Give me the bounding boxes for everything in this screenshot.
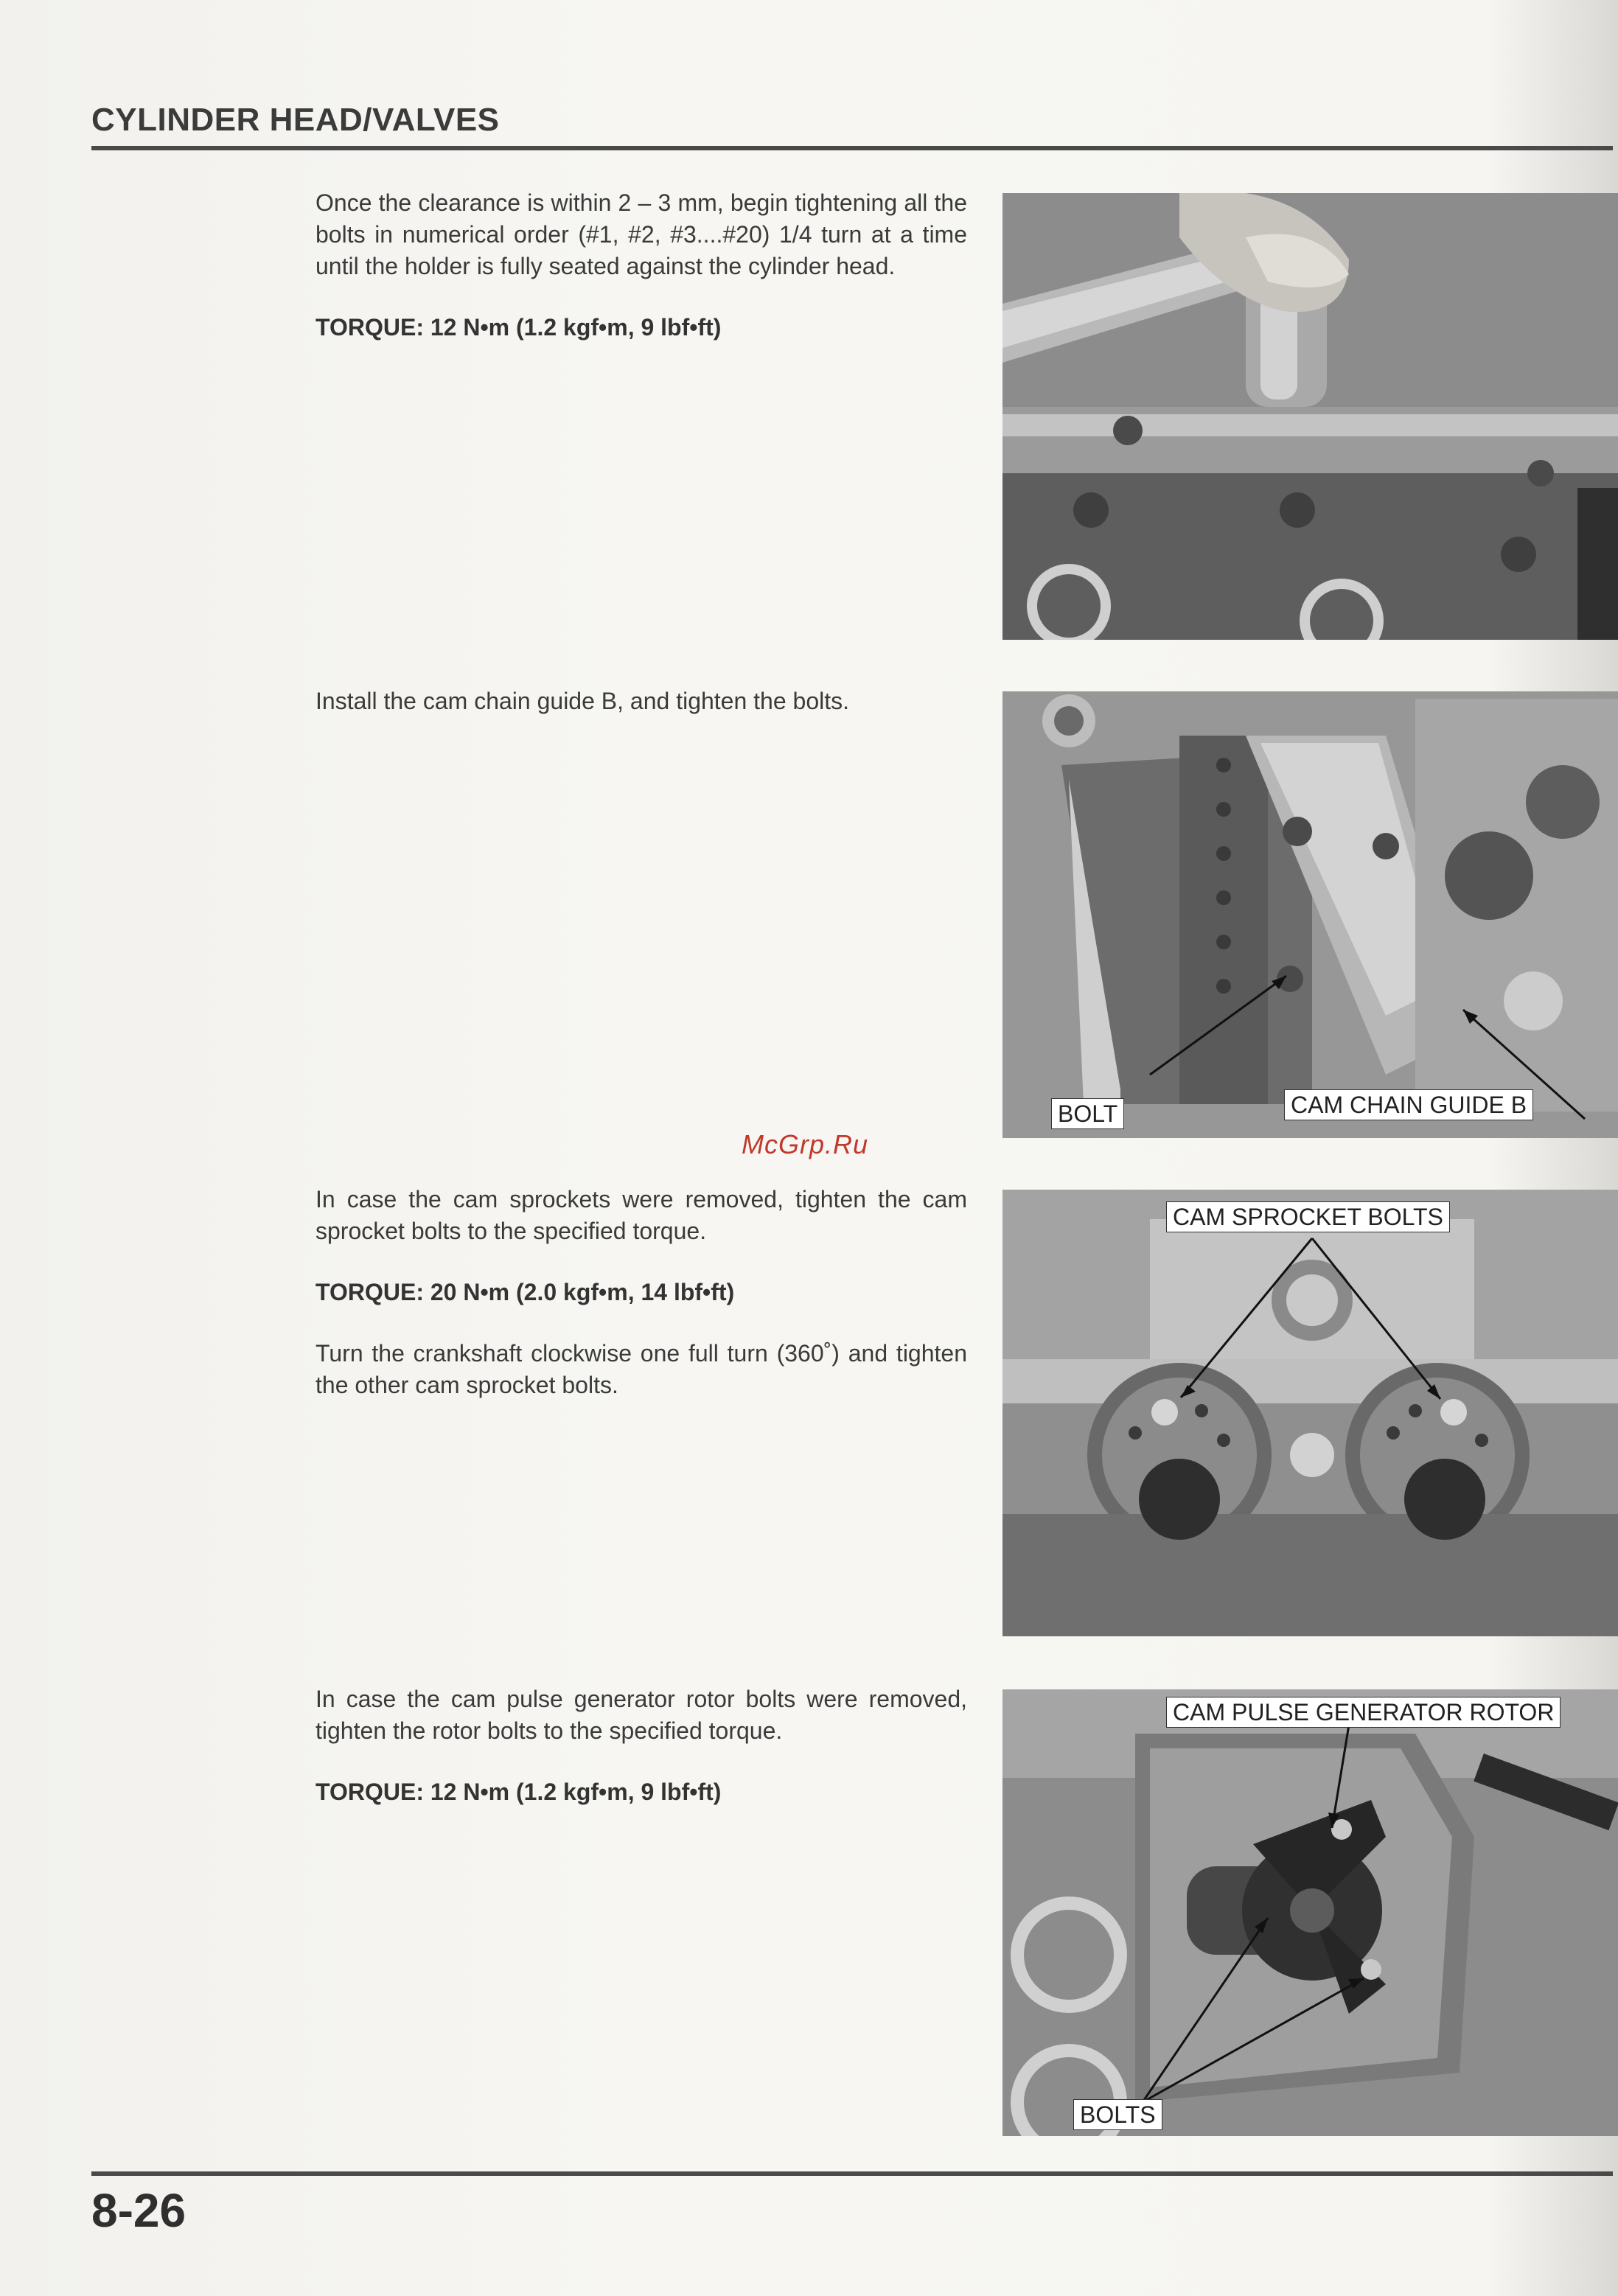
section-3-text [315,1184,967,1431]
label-cam-chain-guide-b: CAM CHAIN GUIDE B [1284,1089,1533,1120]
page-title: CYLINDER HEAD/VALVES [91,102,500,138]
photo-cam-chain-guide-illustration [1002,691,1618,1138]
section-1-torque: TORQUE: 12 N•m (1.2 kgf•m, 9 lbf•ft) [315,314,722,341]
photo-cam-pulse-generator-rotor-illustration [1002,1689,1618,2136]
section-1-paragraph: Once the clearance is within 2 – 3 mm, begin tightening all the bolts in numerical order (#1, #2, #3....#20) 1/4 turn at a time until the holder is fully seated against the cylinder head. [315,189,967,279]
page-number: 8-26 [91,2184,186,2237]
header-divider [91,146,1613,150]
section-4-text [315,1683,967,1838]
photo-cam-pulse-generator-rotor [1002,1689,1618,2136]
watermark: McGrp.Ru [742,1129,869,1159]
label-cam-pulse-generator-rotor: CAM PULSE GENERATOR ROTOR [1166,1697,1561,1728]
photo-cam-sprocket-bolts [1002,1190,1618,1636]
photo-bolt-tightening [1002,193,1618,640]
section-3-torque: TORQUE: 20 N•m (2.0 kgf•m, 14 lbf•ft) [315,1279,735,1305]
section-2-paragraph: Install the cam chain guide B, and tighten the bolts. [315,688,850,714]
photo-cam-chain-guide [1002,691,1618,1138]
section-3-paragraph: In case the cam sprockets were removed, tighten the cam sprocket bolts to the specified torque. [315,1186,967,1244]
footer-divider [91,2171,1613,2176]
section-2-text [315,685,967,747]
section-1-text [315,187,967,373]
label-bolt: BOLT [1051,1098,1124,1129]
label-bolts: BOLTS [1073,2099,1162,2130]
photo-cam-sprocket-bolts-illustration [1002,1190,1618,1636]
section-4-paragraph: In case the cam pulse generator rotor bolts were removed, tighten the rotor bolts to the specified torque. [315,1686,967,1744]
label-cam-sprocket-bolts: CAM SPROCKET BOLTS [1166,1201,1450,1232]
section-3-follow-up: Turn the crankshaft clockwise one full turn (360˚) and tighten the other cam sprocket bolts. [315,1340,967,1398]
section-4-torque: TORQUE: 12 N•m (1.2 kgf•m, 9 lbf•ft) [315,1779,722,1805]
photo-bolt-tightening-illustration [1002,193,1618,640]
